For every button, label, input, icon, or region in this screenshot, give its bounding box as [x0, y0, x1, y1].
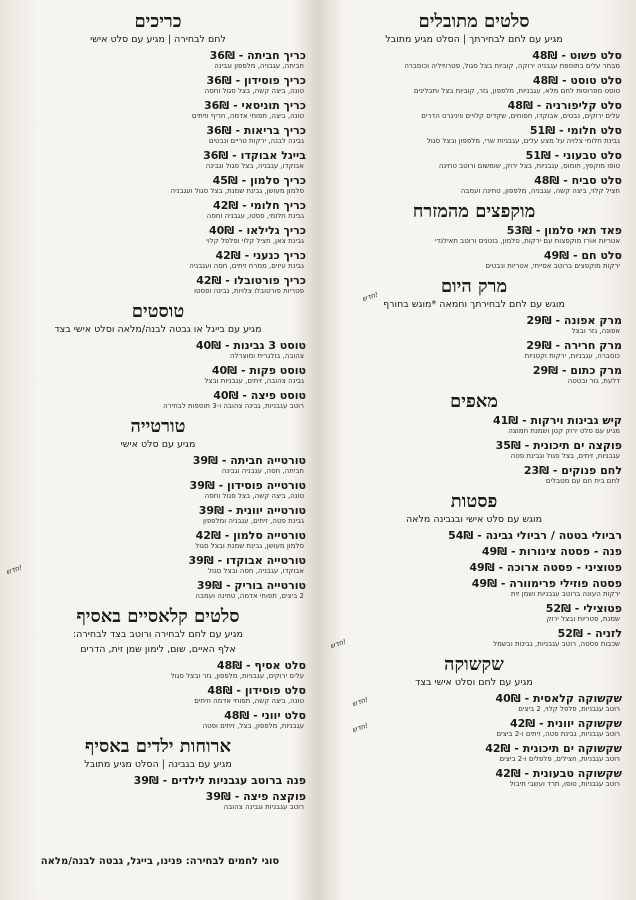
- section-subtitle: מגיע עם בגבינה | הסלט מגיע מתובל: [84, 759, 232, 770]
- section-title: פסטות: [450, 491, 498, 512]
- menu-item: [10, 790, 306, 812]
- menu-item: [326, 545, 622, 558]
- bread-options-footer: סוגי לחמים לבחירה: פנינו, בייגל, גבטה לבנה/מלאה: [40, 856, 280, 867]
- menu-item-name: סלט אסיף - 48₪: [216, 659, 306, 672]
- menu-item-name: סלט טוסט - 48₪: [532, 74, 622, 87]
- menu-item-name: טורטייה חביתה - 39₪: [192, 454, 306, 467]
- menu-item-name: לזניה - 52₪: [557, 627, 622, 640]
- menu-item-name: מרק אפונה - 29₪: [526, 314, 622, 327]
- menu-item: [10, 774, 306, 787]
- menu-item-name: טורטייה פוסידון - 39₪: [189, 479, 306, 492]
- menu-item-name: כריך חלומי - 42₪: [213, 199, 306, 212]
- section-title: מרק היום: [440, 276, 508, 297]
- menu-item: [10, 554, 306, 576]
- menu-item-description: גבינת צאן, חציל קלוי ופלפל קלוי: [206, 237, 304, 245]
- menu-item: [10, 529, 306, 551]
- section-title: סלטים קלאסיים באסיף: [76, 606, 240, 627]
- menu-item-description: עלים ירוקים, עגבניות, מלפפון, גזר ובצל סגול: [170, 672, 304, 680]
- menu-item: [10, 249, 306, 271]
- section-subtitle: מוגש עם לחם לבחירתך וחמאה *מוגש בחורף: [383, 299, 565, 310]
- new-note: חדש!: [329, 637, 348, 651]
- menu-item-description: רוטב עגבניות, פלפל קלוי, 2 ביצים: [518, 705, 620, 713]
- menu-item-name: כריך חביתה - 36₪: [209, 49, 306, 62]
- menu-item-name: מרק כתום - 29₪: [532, 364, 622, 377]
- new-note: חדש!: [361, 290, 380, 304]
- menu-item-name: כריך פוסידון - 36₪: [206, 74, 306, 87]
- menu-item-description: 2 ביצים, תפוחי אדמה, טחינה ועמבה: [195, 592, 304, 600]
- menu-item-description: גבינת עיזים, ממרח זיתים, חסה ועגבניה: [189, 262, 304, 270]
- menu-item: [10, 504, 306, 526]
- menu-item-description: רוטב עגבניות, טופו, תרד ועשבי תיבול: [509, 780, 620, 788]
- menu-item: [326, 99, 622, 121]
- menu-item-description: שכבות פסטה, רוטב עגבניות, גבינות ובשמל: [493, 640, 620, 648]
- section-subtitle: מגיע עם לחם לבחירתך | הסלט מגיע מתובל: [385, 34, 563, 45]
- menu-item: [326, 627, 622, 649]
- menu-item-name: פוקצה פיצה - 39₪: [205, 790, 306, 803]
- menu-item: [326, 124, 622, 146]
- menu-item-description: אבוקדו, עגבניה, חסה ובצל סגול: [207, 567, 304, 575]
- section-title: כריכים: [134, 11, 182, 32]
- menu-item-description: גבינה צהובה, זיתים, עגבניות ובצל: [204, 377, 304, 385]
- menu-item-name: סלט יווני - 48₪: [224, 709, 306, 722]
- menu-item: [326, 364, 622, 386]
- menu-item: [10, 74, 306, 96]
- menu-item-name: סלט פשוט - 48₪: [532, 49, 622, 62]
- menu-item: [326, 767, 622, 789]
- new-note: חדש!: [5, 563, 24, 577]
- menu-item-description: דלעת, גזר ובטטה: [567, 377, 620, 385]
- menu-item-name: שקשוקה ים תיכונית - 42₪: [485, 742, 622, 755]
- menu-item: [326, 249, 622, 271]
- menu-item-name: כריך תוניסאי - 36₪: [203, 99, 306, 112]
- menu-item: [326, 339, 622, 361]
- menu-item: [10, 579, 306, 601]
- section-subtitle: מגיע עם בייגל או גבטה לבנה/מלאה וסלט אישי בצד: [54, 324, 262, 335]
- menu-item-name: כריך פורטובלו - 42₪: [196, 274, 306, 287]
- menu-item: [10, 479, 306, 501]
- menu-item-description: גבינת פטה, זיתים, עגבניה ומלפפון: [203, 517, 304, 525]
- menu-item: [326, 464, 622, 486]
- menu-item-name: טוסט פקות - 40₪: [211, 364, 306, 377]
- right-column: [326, 6, 622, 792]
- menu-item-name: טוסט פיצה - 40₪: [213, 389, 306, 402]
- menu-item-name: טורטייה בוריק - 39₪: [196, 579, 306, 592]
- menu-item-name: סלט חם - 49₪: [543, 249, 622, 262]
- menu-item: [10, 49, 306, 71]
- menu-item-name: טורטייה אבוקדו - 39₪: [188, 554, 306, 567]
- menu-item-description: אבוקדו, עגבניה, בצל סגול וגבינה: [205, 162, 304, 170]
- menu-item-name: שקשוקה טבעונית - 42₪: [495, 767, 622, 780]
- menu-item-name: סלט קליפורניה - 48₪: [507, 99, 622, 112]
- menu-item-name: טוסט 3 גבינות - 40₪: [195, 339, 306, 352]
- menu-item-description: טונה, ביצה קשה, בצל סגול וחסה: [204, 492, 304, 500]
- menu-item-description: חביתה, עגבניה, מלפפון וגבינה: [214, 62, 304, 70]
- menu-item-description: טונה, ביצה, תפוחי אדמה, חריף וזיתים: [191, 112, 304, 120]
- menu-item: [10, 224, 306, 246]
- menu-item: [326, 692, 622, 714]
- menu-item-description: סלמון מעושן, גבינת שמנת, בצל סגול ועגבניה: [170, 187, 304, 195]
- menu-item: [326, 561, 622, 574]
- menu-item-name: סלט טבעוני - 51₪: [525, 149, 622, 162]
- menu-item-name: שקשוקה יוונית - 42₪: [509, 717, 622, 730]
- menu-item: [326, 149, 622, 171]
- menu-item-description: פטריות פורטובלו צלויות, גבינה ופסטו: [194, 287, 304, 295]
- menu-item: [10, 274, 306, 296]
- menu-item: [326, 414, 622, 436]
- menu-item-description: שמנת, פטריות ובצל ירוק: [546, 615, 620, 623]
- menu-item-description: טופו מוקפץ, חומוס, עגבניות, בצל ירוק, שומשום ורוטב טחינה: [438, 162, 620, 170]
- section-title: טורטייה: [130, 416, 186, 437]
- menu-item: [326, 742, 622, 764]
- section-subtitle: מגיע עם לחם וסלט אישי בצד: [415, 677, 533, 688]
- menu-item-description: צהובה, בולגרית ומוצרלה: [229, 352, 304, 360]
- menu-item-description: גבינה לבנה, ירקות טריים ונבטים: [208, 137, 304, 145]
- menu-item-description: חביתה, חסה, עגבניה וגבינה: [221, 467, 304, 475]
- menu-item-name: רביולי בטטה / רביולי גבינה - 54₪: [448, 529, 622, 542]
- section-title: מוקפצים מהמזרח: [412, 201, 536, 222]
- menu-item-description: טונה, ביצה קשה, תפוחי אדמה וזיתים: [194, 697, 304, 705]
- menu-item-name: פוקצה ים תיכונית - 35₪: [495, 439, 622, 452]
- menu-item-description: גבינת חלומי צלויה על מצע עלים, עגבניות שרי, מלפפון ובצל סגול: [426, 137, 620, 145]
- menu-item: [10, 684, 306, 706]
- menu-item-description: טונה, ביצה קשה, בצל סגול וחסה: [204, 87, 304, 95]
- menu-item-description: חציל קלוי, ביצה קשה, עגבניה, מלפפון, טחינה ועמבה: [460, 187, 620, 195]
- menu-item-name: פנה - פסטה צינורות - 49₪: [481, 545, 622, 558]
- menu-item-description: רוטב עגבניות, חצילים, פלפלים ו-2 ביצים: [499, 755, 620, 763]
- menu-item-name: מרק חרירה - 29₪: [526, 339, 622, 352]
- section-subtitle: מגיע עם סלט אישי: [120, 439, 196, 450]
- menu-item-name: פטוציני - פסטה ארוכה - 49₪: [469, 561, 622, 574]
- menu-item: [326, 577, 622, 599]
- menu-item: [326, 224, 622, 246]
- menu-item: [10, 199, 306, 221]
- menu-item-name: שקשוקה קלאסית - 40₪: [495, 692, 622, 705]
- menu-item: [326, 602, 622, 624]
- menu-item: [10, 149, 306, 171]
- menu-item-name: כריך סלמון - 45₪: [212, 174, 306, 187]
- menu-item-description: רוטב עגבניות וגבינה צהובה: [223, 803, 304, 811]
- menu-item-description: סלמון מעושן, גבינת שמנת ובצל סגול: [195, 542, 304, 550]
- section-title: טוסטים: [131, 301, 185, 322]
- menu-item-name: פטוצילי - 52₪: [545, 602, 622, 615]
- menu-item-name: טורטייה יוונית - 39₪: [198, 504, 306, 517]
- section-title: סלטים מתובלים: [418, 11, 530, 32]
- menu-item: [326, 439, 622, 461]
- menu-item: [326, 49, 622, 71]
- menu-item-description: עגבניות, מלפפון, בצל, זיתים ופטה: [202, 722, 304, 730]
- new-note: חדש!: [351, 695, 370, 709]
- menu-item: [326, 314, 622, 336]
- section-title: מאפים: [450, 391, 498, 412]
- menu-item-description: טוסט מפרוסות לחם מלא, עגבניות, מלפפון, גזר, קוביות בצל ותבלינים: [413, 87, 620, 95]
- menu-item-description: עגבניות, זיתים, בצל סגול וגבינת פטה: [510, 452, 620, 460]
- menu-item: [10, 389, 306, 411]
- menu-item-description: גבינת חלומי, פסטו, עגבניה וחסה: [206, 212, 304, 220]
- menu-item: [10, 454, 306, 476]
- menu-item: [326, 174, 622, 196]
- menu-item-name: סלט פוסידון - 48₪: [207, 684, 306, 697]
- menu-item: [326, 717, 622, 739]
- menu-item: [10, 659, 306, 681]
- menu-item: [10, 339, 306, 361]
- menu-item-name: כריך כנעני - 42₪: [215, 249, 306, 262]
- menu-item-name: פנה ברוטב עגבניות לילדים - 39₪: [133, 774, 306, 787]
- menu-item: [326, 529, 622, 542]
- menu-item-description: מבחר עלים בתוספת עגבניה ירוקה, קוביות בצל סגול, פטרוזיליה וכוסברה: [404, 62, 620, 70]
- menu-item-name: טורטייה סלמון - 42₪: [195, 529, 306, 542]
- section-title: ארוחות ילדים באסיף: [84, 736, 232, 757]
- menu-item-name: סלט חלומי - 51₪: [529, 124, 622, 137]
- menu-item-description: רוטב עגבניות, גבינת פטה, זיתים ו-2 ביצים: [496, 730, 620, 738]
- new-note: חדש!: [351, 721, 370, 735]
- menu-item-description: אטריות אורז מוקפצות עם ירקות, סלמון, בוטנים ורוטב תאילנדי: [434, 237, 620, 245]
- menu-item-name: כריך בריאות - 36₪: [206, 124, 306, 137]
- section-subtitle: מגיע עם לחם לבחירה ורוטב בצד לבחירה:: [72, 629, 243, 640]
- menu-item-description: ירקות העונה ברוטב עגבניות ושמן זית: [510, 590, 620, 598]
- section-subtitle: מוגש עם סלט אישי ובגבינה מלאה: [405, 514, 543, 525]
- menu-item: [10, 99, 306, 121]
- section-subtitle: לחם לבחירה | מגיע עם סלט אישי: [90, 34, 226, 45]
- section-extra: אלף האיים, שום, לימון שמן זית, הדרים: [80, 644, 236, 655]
- menu-item-description: מגיע עם סלט ירוק קטן ושמנת חמוצה: [508, 427, 620, 435]
- menu-item-name: פסטה פוזילי פרימוורה - 49₪: [471, 577, 622, 590]
- menu-item: [10, 174, 306, 196]
- menu-item-name: לחם פנוקים - 23₪: [523, 464, 622, 477]
- menu-item: [10, 124, 306, 146]
- menu-item-name: קיש גבינות וירקות - 41₪: [493, 414, 622, 427]
- menu-item: [10, 364, 306, 386]
- menu-item: [10, 709, 306, 731]
- menu-item-description: רוטב עגבניות, גבינה צהובה ו-3 תוספות לבחירה: [163, 402, 304, 410]
- menu-item-description: לחם בית חם עם מטבלים: [545, 477, 620, 485]
- menu-item: [326, 74, 622, 96]
- menu-item-name: פאד תאי סלמון - 53₪: [506, 224, 622, 237]
- menu-item-description: אפונה, גזר ובצל: [571, 327, 620, 335]
- left-column: [10, 6, 306, 815]
- menu-item-description: עלים ירוקים, נבטים, אבוקדו, תפוחים, שקדים קלויים וויניגרט הדרים: [421, 112, 620, 120]
- section-title: שקשוקה: [444, 654, 504, 675]
- menu-item-name: כריך גלילאו - 40₪: [208, 224, 306, 237]
- menu-item-name: סלט סביח - 48₪: [534, 174, 622, 187]
- menu-item-description: ירקות מוקפצים ברוטב אסייתי, אטריות ונבטים: [485, 262, 620, 270]
- menu-item-description: כוסברה, עגבניות, ירקות וקטניות: [524, 352, 620, 360]
- menu-item-name: בייגל אבוקדו - 36₪: [203, 149, 306, 162]
